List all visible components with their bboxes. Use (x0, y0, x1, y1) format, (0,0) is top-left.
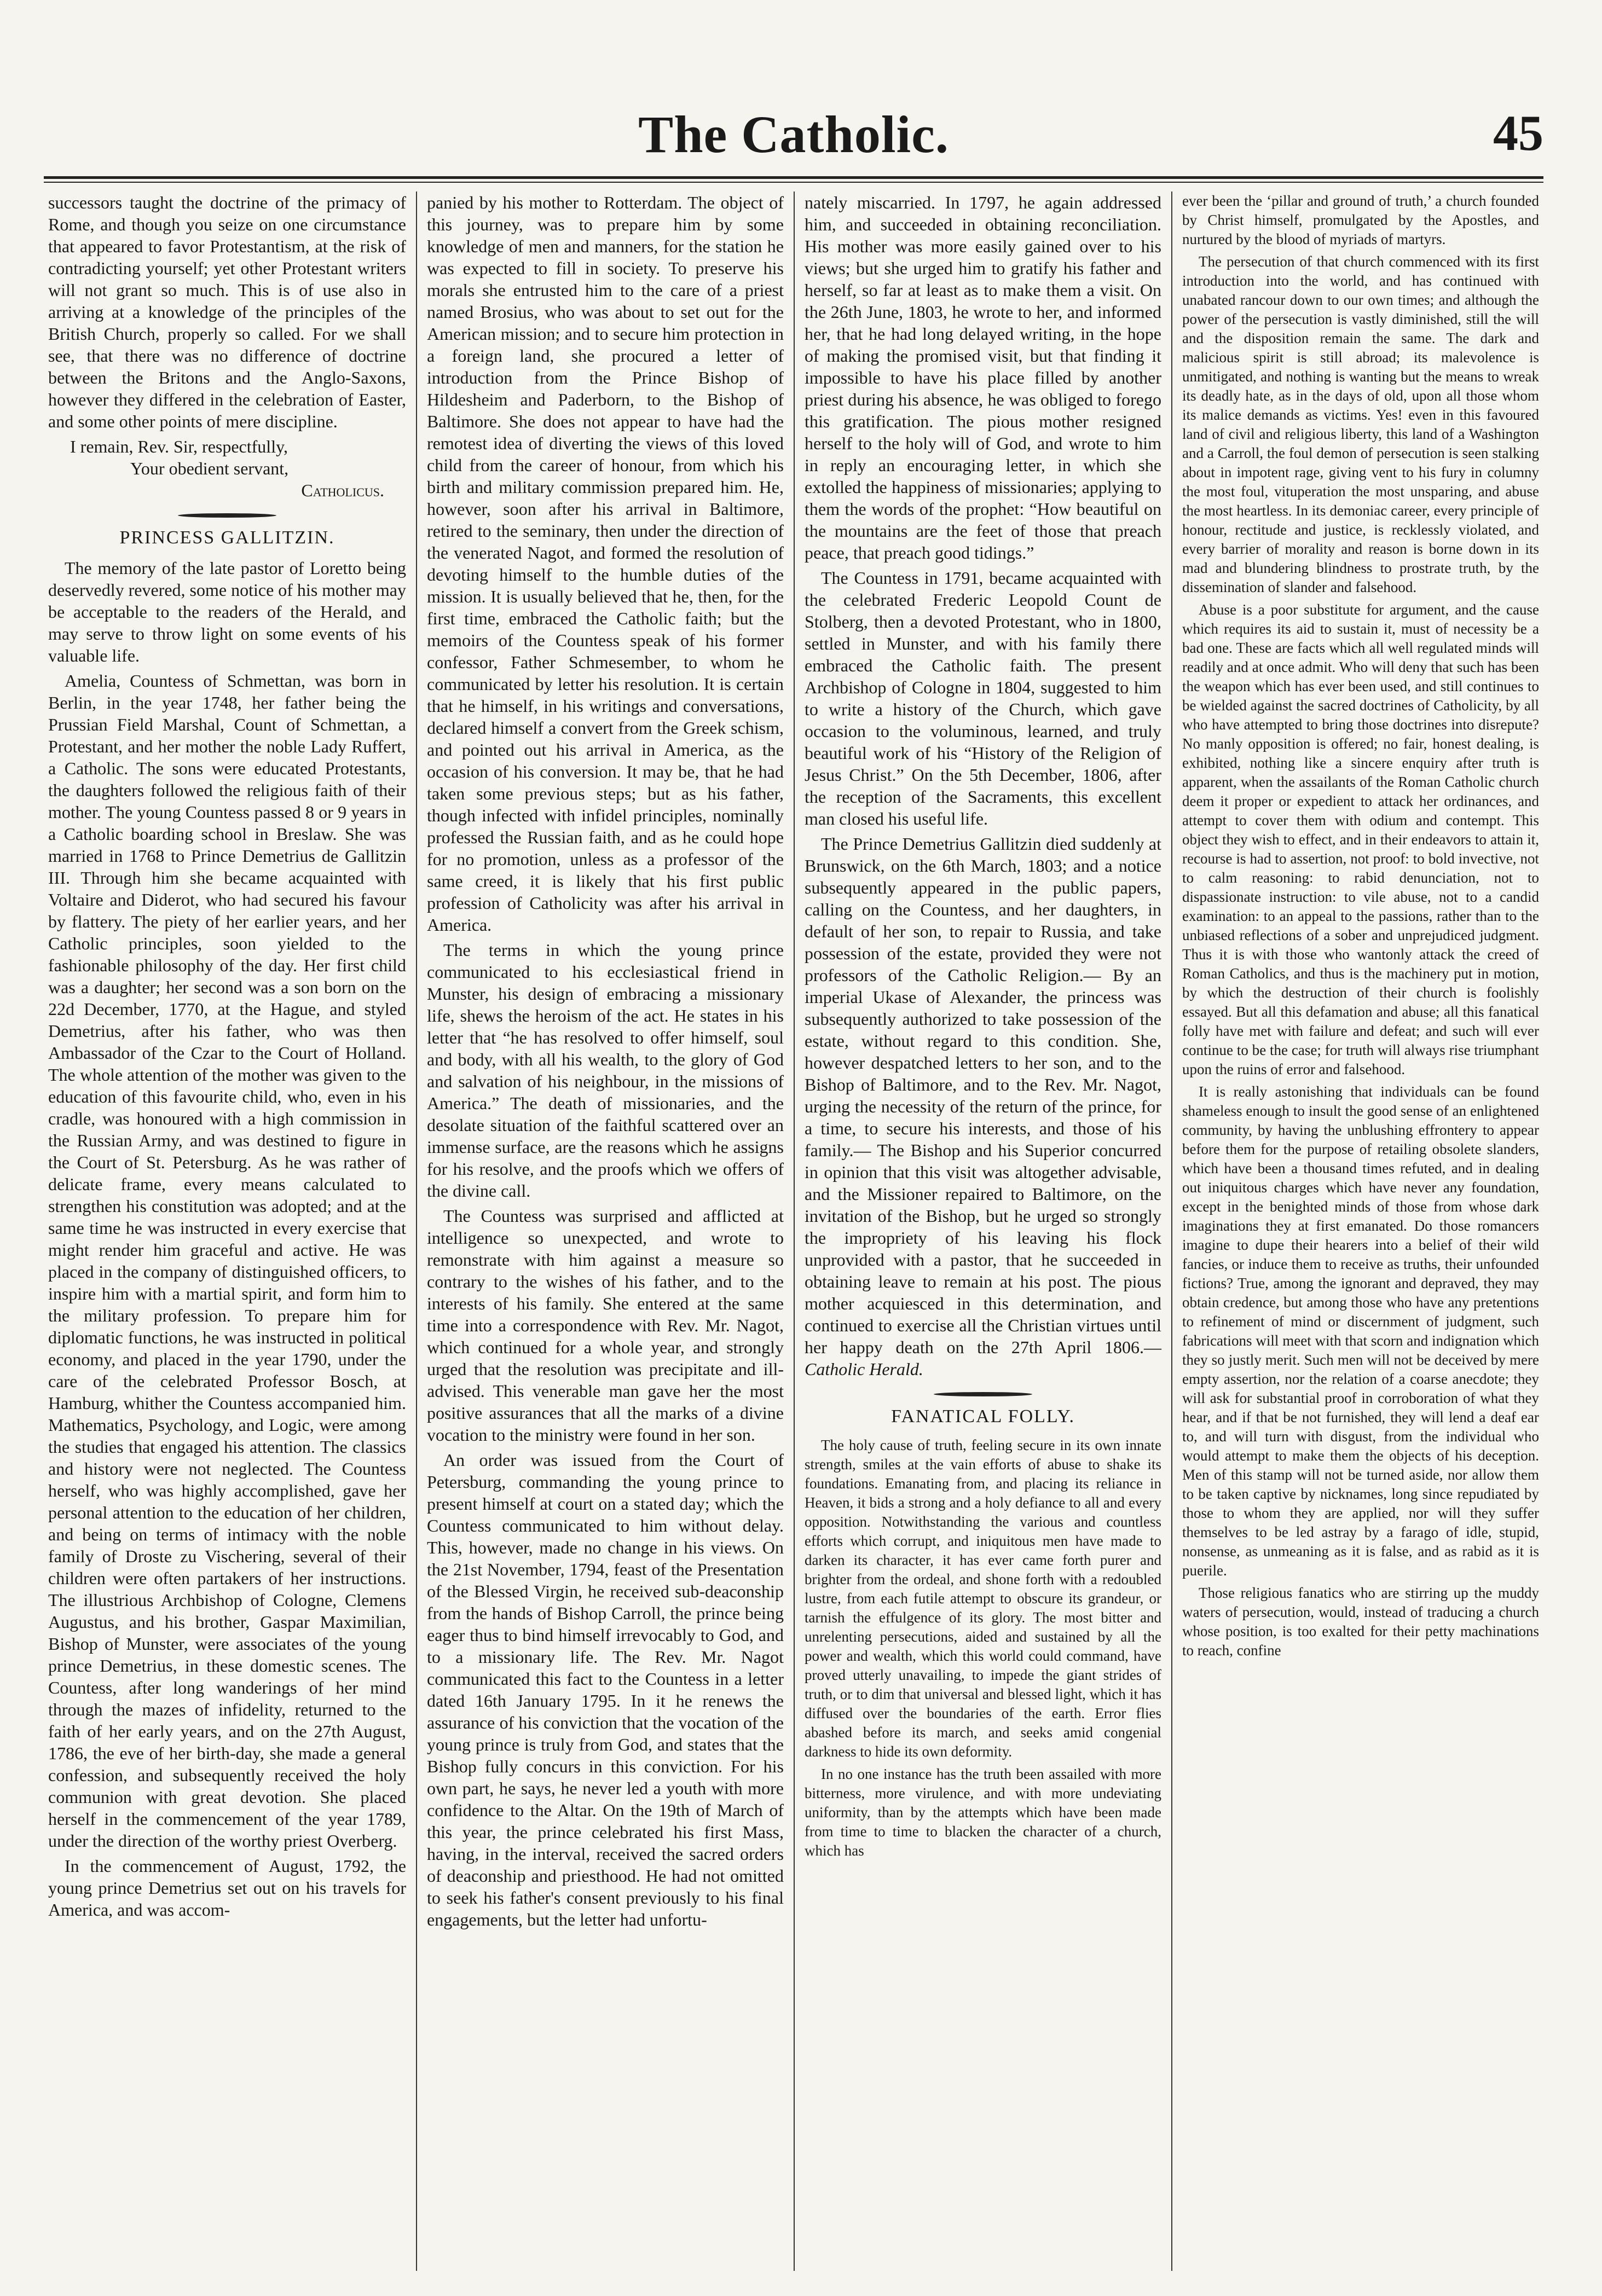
column-3 (794, 192, 1171, 2271)
article-paragraph: The memory of the late pastor of Loretto being deservedly revered, some notice of his mother may be acceptable to the readers of the Herald, and may serve to throw light on some events of his valuable life. (48, 558, 406, 665)
article-paragraph: The persecution of that church commenced with its first introduction into the world, and has continued with unabated rancour down to our own times; and although the power of the persecution is vastly diminished, still the will and the disposition remain the same. The dark and malicious spirit is still abroad; its malevolence is unmitigated, and nothing is wanting but the means to wreak its deadly hate, as in the days of old, upon all those whom its malice demands as victims. Yes! even in this favoured land of civil and religious liberty, this land of a Washington and a Carroll, the foul demon of persecution is seen stalking about in impotent rage, giving vent to his fury in columny the most foul, vituperation the most unsparing, and abuse the most heartless. In its demoniac career, every principle of honour, rectitude and justice, is recklessly violated, and every barrier of morality and reason is borne down in its mad and blundering blindness to prostrate truth, by the dissemination of slander and falsehood. (1182, 253, 1539, 595)
letter-paragraph: successors taught the doctrine of the primacy of Rome, and though you seize on one circumstance that appeared to favor Protestantism, at the risk of contradicting yourself; yet other Protestant writers will not grant so much. This is of use also in arriving at a knowledge of the principles of the British Church, properly so called. For we shall see, that there was no difference of doctrine between the Britons and the Anglo-Saxons, however they differed in the celebration of Easter, and some other points of mere discipline. (48, 193, 406, 431)
page-number: 45 (1493, 105, 1543, 161)
header-rule (44, 176, 1543, 179)
page-header (44, 82, 1543, 175)
article-paragraph: Those religious fanatics who are stirring up the muddy waters of persecution, would, instead of traducing a church whose position, is too exalted for their petty machinations to reach, confine (1182, 1585, 1539, 1659)
small-type-block (1182, 192, 1539, 1660)
article-paragraph: The Countess was surprised and afflicted at intelligence so unexpected, and wrote to remonstrate with him against a measure so contrary to the wishes of his father, and to the interests of his family. She entered at the same time into a correspondence with Rev. Mr. Nagot, which continued for a whole year, and strongly urged that the resolution was precipitate and ill-advised. This venerable man gave her the most positive assurances that all the marks of a divine vocation to the ministry were found in her son. (427, 1206, 784, 1445)
section-title-fanatical-folly: FANATICAL FOLLY. (891, 1406, 1075, 1427)
column-2 (416, 192, 794, 2271)
article-paragraph: It is really astonishing that individuals can be found shameless enough to insult the good sense of an enlightened community, by having the unblushing effrontery to appear before them for the purpose of retailing obsolete slanders, which have been a thousand times refuted, and in dealing out iniquitous charges which have never any foundation, except in the benighted minds of those from whose dark imaginations they at first emanated. Do those romancers imagine to dupe their hearers into a belief of their wild fancies, or induce them to receive as truths, their unfounded fictions? True, among the ignorant and depraved, they may obtain credence, but among those who have any pretentions to refinement of mind or discernment of judgment, such fabrications will meet with that scorn and indignation which they so justly merit. Such men will not be deceived by mere empty assertion, nor the relation of a coarse anecdote; they will ask for substantial proof in corroboration of what they hear, and if that be not furnished, they will lend a deaf ear to, and will turn with disgust, from the individual who would attempt to make them the objects of his deception. Men of this stamp will not be turned aside, nor allow them to be taken captive by nicknames, long since repudiated by those to whom they are applied, nor will they suffer themselves to be led astray by a farago of idle, stupid, nonsense, as unmeaning as it is false, and as rabid as it is puerile. (1182, 1083, 1539, 1579)
article-paragraph: In the commencement of August, 1792, the young prince Demetrius set out on his travels for America, and was accom- (48, 1856, 406, 1920)
article-paragraph: nately miscarried. In 1797, he again addressed him, and succeeded in obtaining reconciliation. His mother was more easily gained over to his views; but she urged him to gratify his father and herself, so far at least as to make them a visit. On the 26th June, 1803, he wrote to her, and informed her, that he had long delayed writing, in the hope of making the promised visit, but that finding it impossible to have his place filled by another priest during his absence, he was obliged to forego this gratification. The pious mother resigned herself to the holy will of God, and wrote to him in reply an encouraging letter, in which she extolled the happiness of missionaries; applying to them the words of the prophet: “How beautiful on the mountains are the feet of those that preach peace, that preach good tidings.” (805, 193, 1161, 563)
closing-line: Your obedient servant, (130, 459, 289, 478)
column-1 (38, 192, 416, 2271)
article-paragraph: panied by his mother to Rotterdam. The object of this journey, was to prepare him by some knowledge of men and manners, for the station he was expected to fill in society. To preserve his morals she entrusted him to the care of a priest named Brosius, who was about to set out for the American mission; and to secure him protection in a foreign land, she procured a letter of introduction from the Prince Bishop of Hildesheim and Paderborn, to the Bishop of Baltimore. She does not appear to have had the remotest idea of diverting the views of this loved child from the career of honour, from which his birth and military commission prepared him. He, however, soon after his arrival in Baltimore, retired to the seminary, then under the direction of the venerated Nagot, and formed the resolution of devoting himself to the humble duties of the mission. It is usually believed that he, then, for the first time, embraced the Catholic faith; but the memoirs of the Countess speak of his former confessor, Father Schmesember, to whom he communicated by letter his resolution. It is certain that he himself, in his writings and conversations, declared himself a convert from the Greek schism, and pointed out his arrival in America, as the occasion of his conversion. It may be, that he had taken some previous steps; but as his father, though infected with infidel principles, nominally professed the Russian faith, and as he could hope for no promotion, unless as a professor of the same creed, it is likely that his first public profession of Catholicity was after his arrival in America. (427, 193, 784, 935)
section-title-gallitzin: PRINCESS GALLITZIN. (119, 527, 335, 548)
article-paragraph: The Countess in 1791, became acquainted with the celebrated Frederic Leopold Count de Stolberg, then a devoted Protestant, who in 1800, settled in Munster, and with his family there embraced the Catholic faith. The present Archbishop of Cologne in 1804, suggested to him to write a history of the Church, which gave occasion to the voluminous, learned, and truly beautiful work of his “History of the Religion of Jesus Christ.” On the 5th December, 1806, after the reception of the Sacraments, this excellent man closed his useful life. (805, 568, 1161, 828)
small-type-block (805, 1436, 1161, 1860)
paragraph-text: The Prince Demetrius Gallitzin died suddenly at Brunswick, on the 6th March, 1803; and a notice subsequently appeared in the public papers, calling on the Countess, and her daughters, in default of her son, to repair to Russia, and take possession of the estate, provided they were not professors of the Catholic Religion.— By an imperial Ukase of Alexander, the princess was subsequently authorized to take possession of the estate, without regard to this condition. She, however despatched letters to her son, and to the Bishop of Baltimore, and to the Rev. Mr. Nagot, urging the necessity of the return of the prince, for a time, to secure his interests, and those of his family.— The Bishop and his Superior concurred in opinion that this visit was altogether advisable, and the Missioner repaired to Baltimore, on the invitation of the Bishop, but he urged so strongly the impropriety of his leaving his flock unprovided with a pastor, that he succeeded in obtaining leave to remain at his post. The pious mother acquiesced in this determination, and continued to exercise all the Christian virtues until her happy death on the 27th April 1806.— (805, 834, 1161, 1357)
section-separator (934, 1392, 1032, 1396)
article-paragraph: In no one instance has the truth been assailed with more bitterness, more virulence, and with more undeviating uniformity, than by the attempts which have been made from time to time to blacken the character of a church, which has (805, 1766, 1161, 1859)
letter-signoff (48, 436, 406, 501)
header-rule-thin (44, 182, 1543, 183)
article-paragraph (805, 833, 1161, 1380)
article-paragraph: An order was issued from the Court of Petersburg, commanding the young prince to present himself at court on a stated day; which the Countess communicated to him without delay. This, however, made no change in his views. On the 21st November, 1794, feast of the Presentation of the Blessed Virgin, he received sub-deaconship from the hands of Bishop Carroll, the prince being eager thus to bind himself irrevocably to God, and to a missionary life. The Rev. Mr. Nagot communicated this fact to the Countess in a letter dated 16th January 1795. In it he renews the assurance of his conviction that the vocation of the young prince is truly from God, and states that the Bishop fully concurs in this conviction. For his own part, he says, he never led a youth with more confidence to the Altar. On the 19th of March of this year, the prince celebrated his first Mass, having, in the interval, received the sacred orders of deaconship and priesthood. He had not omitted to seek his father's consent previously to his final engagements, but the letter had unfortu- (427, 1450, 784, 1929)
closing-line: I remain, Rev. Sir, respectfully, (70, 437, 288, 456)
running-title: The Catholic. (638, 105, 949, 164)
column-4 (1171, 192, 1549, 2271)
section-separator (178, 513, 276, 518)
article-paragraph: The holy cause of truth, feeling secure in its own innate strength, smiles at the vain efforts of abuse to shake its foundations. Emanating from, and placing its reliance in Heaven, it bids a strong and a holy defiance to all and every opposition. Notwithstanding the various and countless efforts which corrupt, and iniquitous men have made to darken its character, it has ever came forth purer and brighter from the ordeal, and shone forth with a redoubled lustre, from each futile attempt to obscure its grandeur, or tarnish the effulgence of its glory. The most bitter and unrelenting persecutions, aided and sustained by all the power and wealth, which this world could command, have proved utterly unavailing, to impede the giant strides of truth, or to dim that universal and blessed light, which it has diffused over the boundaries of the earth. Error flies abashed before its march, and seeks amid congenial darkness to hide its own deformity. (805, 1437, 1161, 1760)
article-paragraph: Amelia, Countess of Schmettan, was born in Berlin, in the year 1748, her father being the Prussian Field Marshal, Count of Schmettan, a Protestant, and her mother the noble Lady Ruffert, a Catholic. The sons were educated Protestants, the daughters followed the religious faith of their mother. The young Countess passed 8 or 9 years in a Catholic boarding school in Breslaw. She was married in 1768 to Prince Demetrius de Gallitzin III. Through him she became acquainted with Voltaire and Diderot, who had secured his favour by flattery. The piety of her earlier years, and her Catholic principles, soon yielded to the fashionable philosophy of the day. Her first child was a daughter; her second was a son born on the 22d December, 1770, at the Hague, and styled Demetrius, after his father, who was then Ambassador of the Czar to the Court of Holland. The whole attention of the mother was given to the education of this favourite child, who, even in his cradle, was honoured with a high commission in the Russian Army, and was destined to figure in the Court of St. Petersburg. As he was rather of delicate frame, every means calculated to strengthen his constitution was adopted; and at the same time he was instructed in every exercise that might render him graceful and active. He was placed in the company of distinguished officers, to inspire him with a martial spirit, and form him to the military profession. To prepare him for diplomatic functions, he was instructed in political economy, and placed in the year 1790, under the care of the celebrated Professor Bosch, at Hamburg, whither the Countess accompanied him. Mathematics, Psychology, and Logic, were among the studies that engaged his attention. The classics and history were not neglected. The Countess herself, who was highly accomplished, gave her personal attention to the education of her children, and being on terms of intimacy with the noble family of Droste zu Vischering, several of their children were often partakers of her instructions. The illustrious Archbishop of Cologne, Clemens Augustus, and his brother, Gaspar Maximilian, Bishop of Munster, were associates of the young prince Demetrius, in these domestic scenes. The Countess, after long wanderings of her mind through the mazes of infidelity, returned to the faith of her early years, and on the 27th August, 1786, the eve of her birth-day, she made a general confession, and subsequently received the holy communion with great devotion. She placed herself in the commencement of the year 1789, under the direction of the worthy priest Overberg. (48, 671, 406, 1851)
article-paragraph: The terms in which the young prince communicated to his ecclesiastical friend in Munster, his design of embracing a missionary life, shews the heroism of the act. He states in his letter that “he has resolved to offer himself, soul and body, with all his wealth, to the glory of God and salvation of his neighbour, in the missions of America.” The death of missionaries, and the desolate situation of the faithful scattered over an immense surface, are the reasons which he assigns for his resolve, and the proofs which we offers of the divine call. (427, 940, 784, 1201)
article-paragraph: Abuse is a poor substitute for argument, and the cause which requires its aid to sustain it, must of necessity be a bad one. These are facts which all well regulated minds will readily and at once admit. Who will deny that such has been the weapon which has ever been used, and still continues to be wielded against the sacred doctrines of Catholicity, by all who have attempted to bring those doctrines into disrepute? No manly opposition is offered; no fair, honest dealing, is exhibited, nothing like a sincere enquiry after truth is apparent, when the assailants of the Roman Catholic church deem it proper or expedient to attack her ordinances, and attempt to cover them with odium and contempt. This object they wish to effect, and in their endeavors to attain it, recourse is had to assertion, not proof: to bold invective, not to calm reasoning: to rabid denunciation, not to dispassionate instruction: to vile abuse, not to a candid examination: to an appeal to the passions, rather than to the unbiased reflections of a sober and unprejudiced judgment. Thus it is with those who wantonly attack the creed of Roman Catholics, and thus is the machinery put in motion, by which the destruction of their church is foolishly essayed. But all this defamation and abuse; all this fanatical folly have met with failure and defeat; and such will ever continue to be the case; for truth will always rise triumphant upon the ruins of error and falsehood. (1182, 601, 1539, 1077)
source-attribution: Catholic Herald. (805, 1359, 923, 1379)
article-paragraph: ever been the ‘pillar and ground of truth,’ a church founded by Christ himself, promulgated by the Apostles, and nurtured by the blood of myriads of martyrs. (1182, 193, 1539, 247)
signature: Catholicus. (301, 480, 384, 500)
text-columns (38, 192, 1549, 2271)
